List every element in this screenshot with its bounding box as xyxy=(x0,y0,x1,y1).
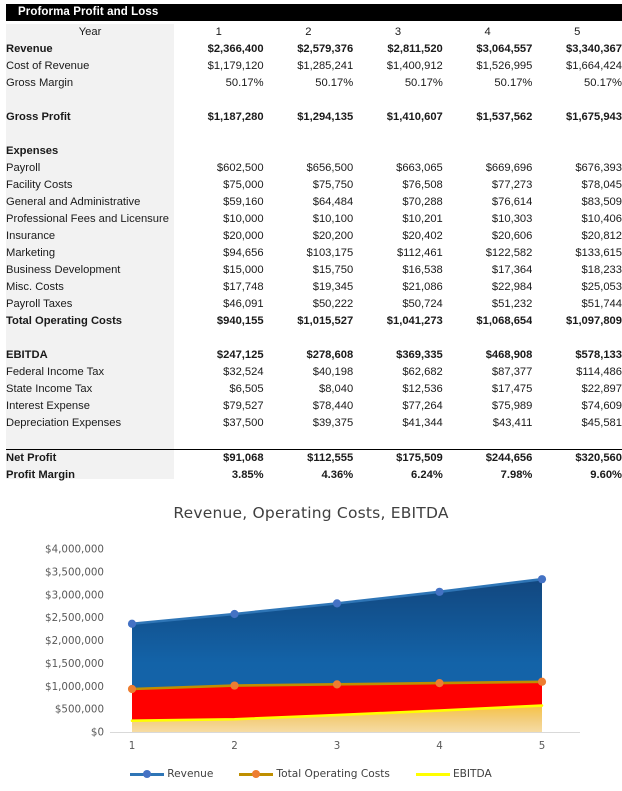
cell-value: $21,086 xyxy=(402,281,443,293)
cell-value: $1,537,562 xyxy=(476,111,533,123)
cell-value: $663,065 xyxy=(396,162,443,174)
cell-value: $76,508 xyxy=(402,179,443,191)
cell-value: $320,560 xyxy=(532,450,622,468)
cell-value: $39,375 xyxy=(312,417,354,429)
cell-value: 6.24% xyxy=(411,469,443,481)
cell-value: $78,045 xyxy=(581,179,622,191)
cell-value: $656,500 xyxy=(306,162,354,174)
table-row xyxy=(6,381,622,398)
sheet-title-bar xyxy=(6,4,622,21)
row-label: Net Profit xyxy=(6,450,174,468)
cell-value: $41,344 xyxy=(402,417,443,429)
table-row xyxy=(6,450,622,468)
table-row xyxy=(6,398,622,415)
cell-value xyxy=(353,126,443,143)
cell-value: $77,273 xyxy=(491,179,533,191)
row-label: Gross Profit xyxy=(6,111,71,123)
y-axis-tick-label: $2,500,000 xyxy=(45,612,104,625)
table-row xyxy=(6,75,622,92)
legend-item-revenue[interactable] xyxy=(130,768,213,780)
cell-value xyxy=(174,143,264,160)
cell-value xyxy=(264,92,354,109)
cell-value: $20,606 xyxy=(491,230,533,242)
row-label: Revenue xyxy=(6,43,53,55)
year-header-label: Year xyxy=(78,26,102,38)
legend-swatch-total-operating-costs xyxy=(239,769,273,780)
row-label: General and Administrative xyxy=(6,196,141,208)
cell-value: $1,664,424 xyxy=(566,60,622,72)
chart-legend xyxy=(0,768,622,780)
cell-value: $17,748 xyxy=(223,281,264,293)
cell-value: 9.60% xyxy=(590,469,622,481)
chart-title: Revenue, Operating Costs, EBITDA xyxy=(173,504,449,522)
table-row xyxy=(6,228,622,245)
cell-value: $1,285,241 xyxy=(297,60,354,72)
table-row xyxy=(6,41,622,58)
cell-value: $43,411 xyxy=(492,417,533,429)
row-label: State Income Tax xyxy=(6,383,93,395)
series-marker-total-operating-costs xyxy=(230,681,238,689)
table-header-row xyxy=(6,24,622,41)
row-label: Insurance xyxy=(6,230,56,242)
cell-value xyxy=(174,330,264,347)
table-row xyxy=(6,194,622,211)
cell-value: $244,656 xyxy=(443,450,533,468)
row-label xyxy=(6,432,174,450)
y-axis-tick-label: $3,000,000 xyxy=(45,589,104,602)
cell-value: $70,288 xyxy=(402,196,443,208)
cell-value: $25,053 xyxy=(581,281,622,293)
row-label: Marketing xyxy=(6,247,56,259)
cell-value: $59,160 xyxy=(223,196,264,208)
cell-value: $10,000 xyxy=(223,213,264,225)
table-row xyxy=(6,177,622,194)
cell-value: $20,812 xyxy=(581,230,622,242)
cell-value: $112,461 xyxy=(396,247,443,259)
table-row xyxy=(6,245,622,262)
cell-value xyxy=(532,143,622,160)
y-axis-tick-label: $1,500,000 xyxy=(45,657,104,670)
y-axis-tick-label: $500,000 xyxy=(54,703,104,716)
row-label: Profit Margin xyxy=(6,469,75,481)
cell-value: $1,015,527 xyxy=(297,315,354,327)
row-label xyxy=(6,330,174,347)
cell-value: $2,579,376 xyxy=(297,43,354,55)
row-label xyxy=(6,92,174,109)
cell-value xyxy=(353,330,443,347)
cell-value: 7.98% xyxy=(500,469,533,481)
cell-value xyxy=(264,432,354,450)
table-row xyxy=(6,415,622,432)
cell-value: $77,264 xyxy=(402,400,443,412)
cell-value: $75,989 xyxy=(491,400,533,412)
table-row xyxy=(6,296,622,313)
table-row xyxy=(6,279,622,296)
cell-value: $1,097,809 xyxy=(566,315,622,327)
cell-value xyxy=(174,126,264,143)
cell-value: $46,091 xyxy=(223,298,264,310)
cell-value: $15,000 xyxy=(223,264,264,276)
cell-value: $1,187,280 xyxy=(207,111,264,123)
cell-value xyxy=(532,432,622,450)
cell-value: $676,393 xyxy=(575,162,622,174)
row-label: EBITDA xyxy=(6,349,48,361)
cell-value: $122,582 xyxy=(485,247,533,259)
cell-value: $91,068 xyxy=(174,450,264,468)
cell-value: $2,811,520 xyxy=(387,43,443,55)
row-label: Expenses xyxy=(6,145,59,157)
cell-value: $278,608 xyxy=(306,349,354,361)
series-marker-revenue xyxy=(435,588,443,596)
table-spacer-row xyxy=(6,92,622,109)
row-label: Total Operating Costs xyxy=(6,315,123,327)
cell-value: $1,410,607 xyxy=(386,111,443,123)
cell-value: $78,440 xyxy=(312,400,354,412)
cell-value: $6,505 xyxy=(229,383,264,395)
table-body xyxy=(6,41,622,484)
cell-value: 50.17% xyxy=(315,77,354,89)
cell-value xyxy=(264,143,354,160)
cell-value xyxy=(532,126,622,143)
cell-value: $15,750 xyxy=(312,264,354,276)
cell-value xyxy=(443,92,533,109)
cell-value: $133,615 xyxy=(575,247,622,259)
cell-value: 50.17% xyxy=(404,77,443,89)
cell-value: $22,984 xyxy=(491,281,533,293)
legend-marker-icon xyxy=(143,770,151,778)
legend-line-icon xyxy=(416,773,450,776)
column-header-year-2: 2 xyxy=(305,26,312,38)
y-axis-tick-label: $3,500,000 xyxy=(45,566,104,579)
cell-value: $10,303 xyxy=(491,213,533,225)
cell-value: $20,402 xyxy=(402,230,443,242)
cell-value: $10,406 xyxy=(581,213,622,225)
cell-value xyxy=(532,330,622,347)
cell-value xyxy=(532,92,622,109)
cell-value: $20,200 xyxy=(312,230,354,242)
cell-value: $114,486 xyxy=(576,366,622,378)
cell-value xyxy=(174,92,264,109)
x-axis-tick-label: 4 xyxy=(436,740,443,752)
series-marker-total-operating-costs xyxy=(538,678,546,686)
cell-value: 50.17% xyxy=(225,77,264,89)
cell-value: $17,475 xyxy=(491,383,533,395)
cell-value: $112,555 xyxy=(264,450,354,468)
cell-value: $62,682 xyxy=(402,366,443,378)
row-label: Payroll Taxes xyxy=(6,298,73,310)
table-header xyxy=(6,24,622,41)
series-marker-revenue xyxy=(333,599,341,607)
row-label: Facility Costs xyxy=(6,179,73,191)
cell-value: $2,366,400 xyxy=(207,43,264,55)
column-header-year-3: 3 xyxy=(394,26,402,38)
legend-label: Total Operating Costs xyxy=(276,768,390,780)
cell-value: $103,175 xyxy=(306,247,354,259)
table-spacer-row xyxy=(6,126,622,143)
cell-value xyxy=(174,432,264,450)
legend-marker-icon xyxy=(252,770,260,778)
table-spacer-row xyxy=(6,330,622,347)
x-axis-tick-label: 5 xyxy=(538,740,546,752)
column-header-year-4: 4 xyxy=(484,26,491,38)
cell-value: $1,526,995 xyxy=(476,60,533,72)
series-marker-revenue xyxy=(230,610,238,618)
y-axis-tick-label: $4,000,000 xyxy=(45,543,104,556)
table-spacer-row xyxy=(6,432,622,450)
cell-value: $45,581 xyxy=(581,417,622,429)
cell-value: $247,125 xyxy=(216,349,264,361)
cell-value: 50.17% xyxy=(494,77,533,89)
cell-value: $1,041,273 xyxy=(386,315,443,327)
cell-value: $8,040 xyxy=(318,383,354,395)
row-label: Gross Margin xyxy=(6,77,74,89)
row-label: Interest Expense xyxy=(6,400,90,412)
cell-value: 50.17% xyxy=(584,77,622,89)
cell-value: $19,345 xyxy=(312,281,354,293)
cell-value: $51,744 xyxy=(581,298,622,310)
cell-value: $16,538 xyxy=(402,264,443,276)
cell-value: $51,232 xyxy=(491,298,533,310)
cell-value: $17,364 xyxy=(491,264,533,276)
x-axis-tick-label: 1 xyxy=(128,740,136,752)
cell-value: $18,233 xyxy=(581,264,622,276)
row-label: Misc. Costs xyxy=(6,281,64,293)
cell-value: $37,500 xyxy=(223,417,264,429)
cell-value: $50,222 xyxy=(312,298,354,310)
table-row xyxy=(6,160,622,177)
cell-value: $175,509 xyxy=(353,450,443,468)
cell-value: $50,724 xyxy=(402,298,443,310)
table-row xyxy=(6,313,622,330)
cell-value xyxy=(353,432,443,450)
cell-value: $83,509 xyxy=(581,196,622,208)
row-label: Business Development xyxy=(6,264,121,276)
area-chart-plot xyxy=(0,492,622,791)
legend-swatch-ebitda xyxy=(416,769,450,780)
cell-value: $79,527 xyxy=(223,400,264,412)
cell-value: $1,179,120 xyxy=(207,60,264,72)
table-row xyxy=(6,364,622,381)
cell-value: $369,335 xyxy=(396,349,443,361)
legend-swatch-revenue xyxy=(130,769,164,780)
column-header-year-5: 5 xyxy=(574,26,581,38)
row-label: Cost of Revenue xyxy=(6,60,90,72)
table-row xyxy=(6,467,622,484)
cell-value xyxy=(353,143,443,160)
series-marker-total-operating-costs xyxy=(435,679,443,687)
cell-value: $10,100 xyxy=(312,213,354,225)
cell-value: 3.85% xyxy=(231,469,264,481)
series-marker-total-operating-costs xyxy=(333,680,341,688)
y-axis-tick-label: $1,000,000 xyxy=(45,680,104,693)
cell-value: $3,340,367 xyxy=(566,43,622,55)
cell-value: $602,500 xyxy=(216,162,264,174)
series-marker-total-operating-costs xyxy=(128,685,136,693)
y-axis-tick-label: $2,000,000 xyxy=(45,635,104,648)
legend-item-total-operating-costs[interactable] xyxy=(239,768,390,780)
cell-value xyxy=(443,143,533,160)
cell-value xyxy=(443,330,533,347)
cell-value: $578,133 xyxy=(575,349,622,361)
cell-value xyxy=(443,432,533,450)
series-marker-revenue xyxy=(128,620,136,628)
row-label: Federal Income Tax xyxy=(6,366,105,378)
cell-value: 4.36% xyxy=(321,469,354,481)
table-row xyxy=(6,58,622,75)
y-axis-tick-label: $0 xyxy=(90,726,104,739)
cell-value xyxy=(264,330,354,347)
cell-value: $1,068,654 xyxy=(476,315,533,327)
cell-value: $32,524 xyxy=(223,366,264,378)
series-marker-revenue xyxy=(538,575,546,583)
cell-value: $12,536 xyxy=(402,383,443,395)
cell-value: $1,675,943 xyxy=(566,111,622,123)
legend-label: EBITDA xyxy=(452,768,492,780)
table-row xyxy=(6,143,622,160)
x-axis-tick-label: 2 xyxy=(231,740,238,752)
row-label: Payroll xyxy=(6,162,41,174)
table-row xyxy=(6,347,622,364)
chart-panel xyxy=(0,492,622,791)
table-row xyxy=(6,262,622,279)
cell-value: $64,484 xyxy=(312,196,354,208)
cell-value xyxy=(264,126,354,143)
cell-value: $940,155 xyxy=(216,315,264,327)
cell-value: $87,377 xyxy=(491,366,533,378)
profit-and-loss-table xyxy=(6,24,622,484)
table-row xyxy=(6,211,622,228)
cell-value xyxy=(353,92,443,109)
cell-value: $75,000 xyxy=(223,179,264,191)
table-row xyxy=(6,109,622,126)
cell-value: $20,000 xyxy=(223,230,264,242)
legend-label: Revenue xyxy=(167,768,214,780)
cell-value: $669,696 xyxy=(485,162,533,174)
cell-value: $94,656 xyxy=(223,247,264,259)
cell-value: $1,294,135 xyxy=(297,111,354,123)
cell-value: $468,908 xyxy=(485,349,533,361)
cell-value: $76,614 xyxy=(491,196,533,208)
cell-value: $40,198 xyxy=(312,366,354,378)
row-label xyxy=(6,126,174,143)
cell-value: $10,201 xyxy=(402,213,443,225)
cell-value xyxy=(443,126,533,143)
cell-value: $74,609 xyxy=(581,400,622,412)
column-header-year-1: 1 xyxy=(215,26,222,38)
cell-value: $75,750 xyxy=(312,179,354,191)
row-label: Depreciation Expenses xyxy=(6,417,122,429)
sheet-title: Proforma Profit and Loss xyxy=(18,6,159,18)
row-label: Professional Fees and Licensure xyxy=(6,213,169,225)
cell-value: $22,897 xyxy=(581,383,622,395)
cell-value: $1,400,912 xyxy=(386,60,443,72)
x-axis-tick-label: 3 xyxy=(333,740,341,752)
cell-value: $3,064,557 xyxy=(476,43,533,55)
legend-item-ebitda[interactable] xyxy=(416,768,492,780)
